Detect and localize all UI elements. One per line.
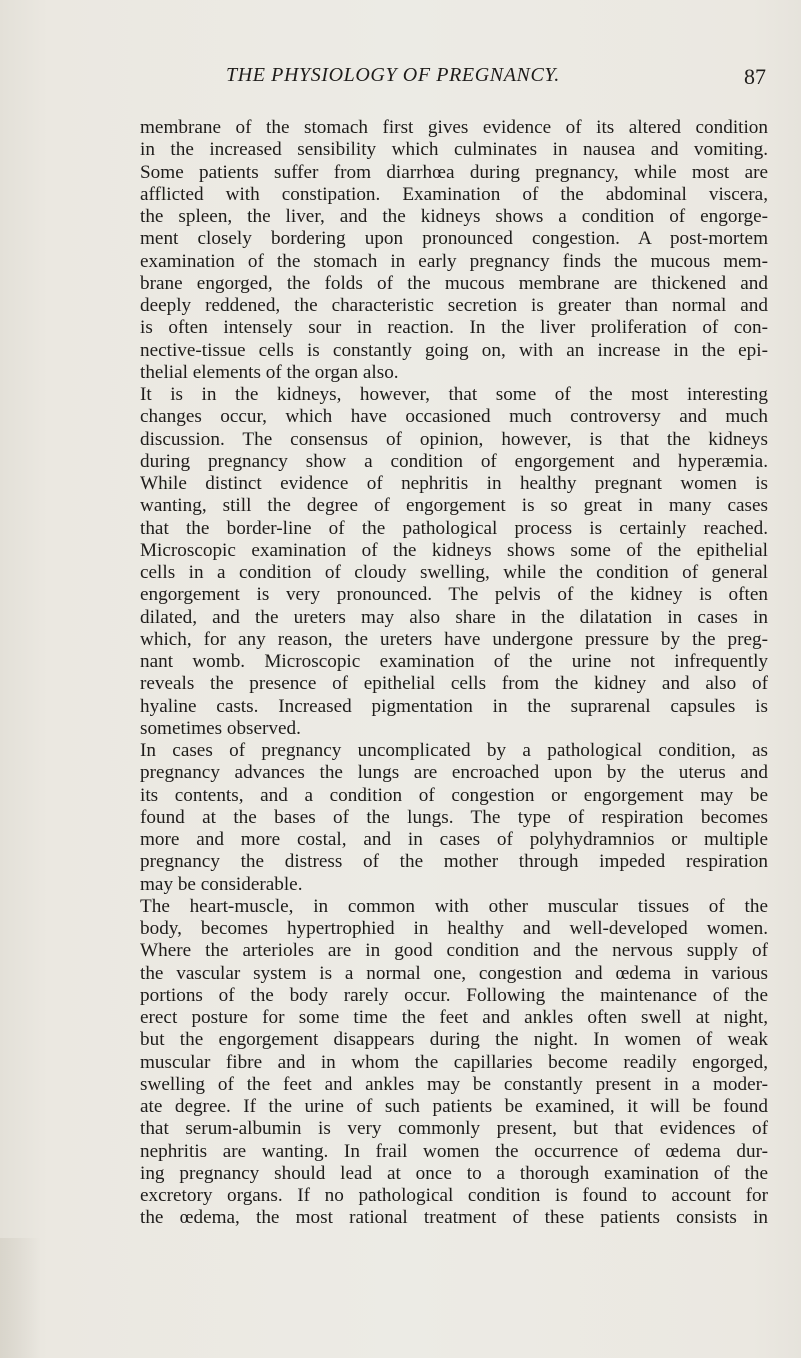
text-line: nant womb. Microscopic examination of the urine not infrequently [140,651,768,672]
text-line: While distinct evidence of nephritis in healthy pregnant women is [140,473,768,494]
text-line: The heart-muscle, in common with other muscular tissues of the [140,895,768,917]
text-line: Where the arterioles are in good condition and the nervous supply of [140,940,768,962]
text-line: ing pregnancy should lead at once to a thorough examination of the [140,1162,768,1184]
text-line: the œdema, the most rational treatment of these patients consists in [140,1207,768,1229]
text-line: ate degree. If the urine of such patients be examined, it will be found [140,1096,768,1117]
text-line: may be considerable. [140,873,303,895]
text-line: In cases of pregnancy uncomplicated by a pathological condition, as [140,740,768,761]
text-line: that the border-line of the pathological process is certainly reached. [140,517,768,539]
text-line: reveals the presence of epithelial cells from the kidney and also of [140,673,768,695]
text-line: examination of the stomach in early pregnancy finds the mucous mem- [140,250,768,272]
text-line: excretory organs. If no pathological condition is found to account for [140,1185,768,1206]
text-line: ment closely bordering upon pronounced congestion. A post-mortem [140,228,768,250]
text-line: cells in a condition of cloudy swelling, while the condition of general [140,562,768,583]
text-line: pregnancy advances the lungs are encroached upon by the uterus and [140,762,768,784]
text-line: brane engorged, the folds of the mucous membrane are thickened and [140,272,768,294]
text-line: Some patients suffer from diarrhœa during pregnancy, while most are [140,161,768,183]
text-line: but the engorgement disappears during the night. In women of weak [140,1029,768,1051]
text-line: found at the bases of the lungs. The type of respiration becomes [140,806,768,828]
text-line: swelling of the feet and ankles may be constantly present in a moder- [140,1073,768,1095]
text-line: more and more costal, and in cases of polyhydramnios or multiple [140,829,768,850]
text-line: is often intensely sour in reaction. In the liver proliferation of con- [140,317,768,339]
text-line: during pregnancy show a condition of engorgement and hyperæmia. [140,450,768,472]
text-line: pregnancy the distress of the mother through impeded respiration [140,851,768,873]
page-number: 87 [744,64,766,89]
text-line: changes occur, which have occasioned much controversy and much [140,406,768,428]
text-line: erect posture for some time the feet and ankles often swell at night, [140,1007,768,1028]
text-line: body, becomes hypertrophied in healthy and well-developed women. [140,918,768,939]
text-line: hyaline casts. Increased pigmentation in the suprarenal capsules is [140,695,768,717]
text-line: portions of the body rarely occur. Following the maintenance of the [140,984,768,1006]
text-line: its contents, and a condition of congestion or engorgement may be [140,784,768,806]
text-line: that serum-albumin is very commonly present, but that evidences of [140,1118,768,1140]
text-line: muscular fibre and in whom the capillaries become readily engorged, [140,1051,768,1073]
text-line: Microscopic examination of the kidneys shows some of the epithelial [140,539,768,561]
text-line: discussion. The consensus of opinion, however, is that the kidneys [140,428,768,450]
text-line: nephritis are wanting. In frail women the occurrence of œdema dur- [140,1140,768,1162]
page-header [140,64,766,94]
text-line: thelial elements of the organ also. [140,361,399,383]
text-line: engorgement is very pronounced. The pelvis of the kidney is often [140,584,768,606]
text-line: the spleen, the liver, and the kidneys shows a condition of engorge- [140,206,768,227]
body-text [140,117,768,1230]
text-line: dilated, and the ureters may also share in the dilatation in cases in [140,606,768,628]
text-line: nective-tissue cells is constantly going on, with an increase in the epi- [140,339,768,361]
text-line: membrane of the stomach first gives evidence of its altered condition [140,117,768,138]
text-line: sometimes observed. [140,717,301,739]
text-line: deeply reddened, the characteristic secretion is greater than normal and [140,295,768,316]
text-line: which, for any reason, the ureters have undergone pressure by the preg- [140,628,768,650]
text-line: It is in the kidneys, however, that some of the most interesting [140,384,768,405]
running-title: THE PHYSIOLOGY OF PREGNANCY. [226,64,560,86]
text-line: afflicted with constipation. Examination of the abdominal viscera, [140,183,768,205]
text-line: in the increased sensibility which culminates in nausea and vomiting. [140,139,768,161]
text-line: wanting, still the degree of engorgement is so great in many cases [140,495,768,517]
text-line: the vascular system is a normal one, congestion and œdema in various [140,962,768,984]
